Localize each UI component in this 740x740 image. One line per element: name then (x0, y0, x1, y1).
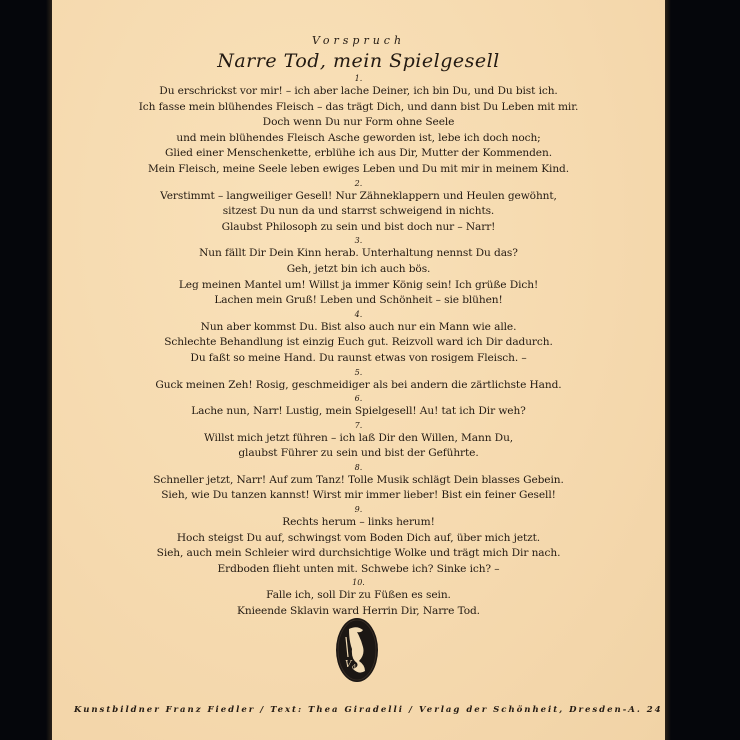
verse-line: glaubst Führer zu sein und bist der Geführte. (238, 447, 479, 460)
verse-line: Knieende Sklavin ward Herrin Dir, Narre Tod. (237, 605, 480, 618)
stanza (52, 393, 665, 420)
verse-line: Mein Fleisch, meine Seele leben ewiges Leben und Du mit mir in meinem Kind. (148, 162, 569, 175)
stanza (52, 367, 665, 394)
verse-line: Doch wenn Du nur Form ohne Seele (262, 116, 455, 129)
poem (52, 34, 665, 620)
verse-line: Glied einer Menschenkette, erblühe ich aus Dir, Mutter der Kommenden. (165, 147, 552, 160)
svg-text:V: V (345, 660, 352, 670)
stanza (52, 235, 665, 308)
stanza (52, 504, 665, 577)
stanza (52, 178, 665, 236)
verse-line: Verstimmt – langweiliger Gesell! Nur Zähneklappern und Heulen gewöhnt, (160, 189, 557, 202)
verse-line: Lachen mein Gruß! Leben und Schönheit – sie blühen! (214, 294, 503, 307)
stanza (52, 577, 665, 619)
verse-line: sitzest Du nun da und starrst schweigend in nichts. (222, 205, 495, 218)
stanza-number: 7. (354, 420, 363, 430)
verse-line: Erdboden flieht unten mit. Schwebe ich? Sinke ich? – (217, 562, 500, 575)
stanza (52, 309, 665, 367)
stanza-number: 6. (354, 394, 363, 404)
verse-line: Willst mich jetzt führen – ich laß Dir den Willen, Mann Du, (203, 431, 514, 444)
page-edge-right (665, 0, 671, 740)
verse-line: Nun aber kommst Du. Bist also auch nur ein Mann wie alle. (200, 320, 517, 333)
stanza-number: 4. (354, 309, 363, 319)
verse-line: Nun fällt Dir Dein Kinn herab. Unterhaltung nennst Du das? (199, 247, 518, 260)
verse-line: Rechts herum – links herum! (282, 516, 435, 529)
stanza-number: 3. (354, 236, 363, 246)
imprint-footer: Kunstbildner Franz Fiedler / Text: Thea Giradelli / Verlag der Schönheit, Dresden-A. 24 (74, 705, 663, 715)
stanza (52, 462, 665, 504)
verse-line: Hoch steigst Du auf, schwingst vom Boden Dich auf, über mich jetzt. (176, 531, 541, 544)
verse-line: Leg meinen Mantel um! Willst ja immer König sein! Ich grüße Dich! (178, 278, 539, 291)
verse-line: Ich fasse mein blühendes Fleisch – das trägt Dich, und dann bist Du Leben mit mir. (138, 100, 579, 113)
stanza-number: 9. (354, 505, 363, 515)
verse-line: Du faßt so meine Hand. Du raunst etwas von rosigem Fleisch. – (190, 351, 527, 364)
stanza-number: 8. (354, 462, 363, 472)
verse-line: Geh, jetzt bin ich auch bös. (286, 262, 431, 275)
verse-line: und mein blühendes Fleisch Asche geworden ist, lebe ich doch noch; (176, 131, 541, 144)
stanza (52, 420, 665, 462)
stanza-list (52, 73, 665, 620)
svg-text:d: d (352, 664, 356, 671)
stanza-number: 1. (354, 74, 363, 83)
stanza (52, 73, 665, 178)
publisher-emblem-icon (335, 617, 379, 683)
verse-line: Glaubst Philosoph zu sein und bist doch nur – Narr! (221, 220, 496, 233)
kicker-heading: Vorspruch (311, 34, 406, 47)
verse-line: Sieh, auch mein Schleier wird durchsichtige Wolke und trägt mich Dir nach. (156, 547, 561, 560)
verse-line: Falle ich, soll Dir zu Füßen es sein. (266, 589, 451, 602)
verse-line: Schneller jetzt, Narr! Auf zum Tanz! Tolle Musik schlägt Dein blasses Gebein. (153, 473, 564, 486)
stanza-number: 10. (352, 578, 365, 588)
poem-title: Narre Tod, mein Spielgesell (217, 50, 500, 72)
verse-line: Guck meinen Zeh! Rosig, geschmeidiger als bei andern die zärtlichste Hand. (155, 378, 562, 391)
document-page (52, 0, 665, 740)
verse-line: Du erschrickst vor mir! – ich aber lache Deiner, ich bin Du, und Du bist ich. (159, 85, 558, 97)
verse-line: Sieh, wie Du tanzen kannst! Wirst mir immer lieber! Bist ein feiner Gesell! (161, 489, 556, 502)
stanza-number: 2. (354, 178, 363, 188)
stanza-number: 5. (354, 367, 363, 377)
verse-line: Schlechte Behandlung ist einzig Euch gut. Reizvoll ward ich Dir dadurch. (164, 336, 553, 349)
verse-line: Lache nun, Narr! Lustig, mein Spielgesell! Au! tat ich Dir weh? (191, 405, 526, 418)
